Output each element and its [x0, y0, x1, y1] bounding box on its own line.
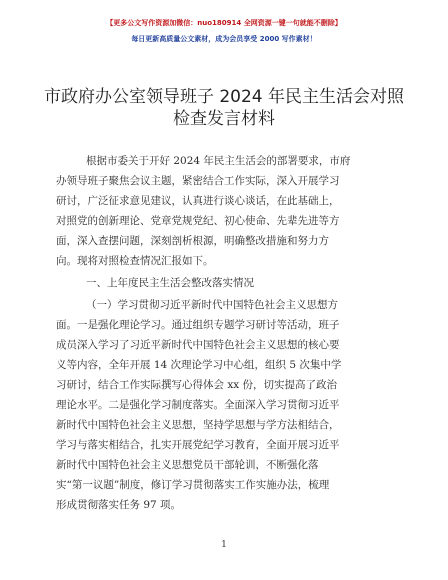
body-line: 学习与落实相结合，扎实开展党纪学习教育，全面开展习近平	[56, 439, 340, 451]
subsection-heading: （一）学习贯彻习近平新时代中国特色社会主义思想方	[86, 299, 338, 311]
document-title-line-2: 检查发言材料	[173, 109, 275, 129]
body-line: 面。一是强化理论学习。通过组织专题学习研讨等活动，班子	[56, 319, 340, 331]
body-line: 实“第一议题”制度，修订学习贯彻落实工作实施办法，梳理	[56, 479, 330, 491]
body-line: 对照党的创新理论、党章党规党纪、初心使命、先辈先进等方	[56, 215, 340, 227]
body-line: 习研讨，结合工作实际撰写心得体会 xx 份，切实提高了政治	[56, 379, 338, 391]
document-title-line-1: 市政府办公室领导班子 2024 年民主生活会对照	[43, 87, 405, 107]
body-line: 义等内容，全年开展 14 次理论学习中心组，组织 5 次集中学	[56, 359, 342, 371]
section-heading: 一、上年度民主生活会整改落实情况	[86, 277, 254, 289]
body-line: 研讨，广泛征求意见建议，认真进行谈心谈话，在此基础上，	[56, 195, 340, 207]
body-line: 根据市委关于开好 2024 年民主生活会的部署要求，市府	[86, 155, 351, 167]
body-line: 向。现将对照检查情况汇报如下。	[56, 255, 214, 267]
body-line: 理论水平。二是强化学习制度落实。全面深入学习贯彻习近平	[56, 399, 340, 411]
body-line: 成员深入学习了习近平新时代中国特色社会主义思想的核心要	[56, 339, 340, 351]
body-line: 办领导班子聚焦会议主题，紧密结合工作实际，深入开展学习	[56, 175, 340, 187]
promo-banner-line-2: 每日更新高质量公文素材，成为会员享受 2000 写作素材！	[131, 35, 317, 43]
body-line: 形成贯彻落实任务 97 项。	[56, 499, 182, 511]
body-line: 新时代中国特色社会主义思想党员干部轮训，不断强化落	[56, 459, 319, 471]
body-line: 新时代中国特色社会主义思想，坚持学思想与学方法相结合，	[56, 419, 340, 431]
promo-banner-line-1: 【更多公文写作资源加微信：nuo180914 全网资源一键一句就能不删除】	[106, 19, 342, 27]
page-number: 1	[221, 540, 227, 550]
body-line: 面，深入查摆问题，深刻剖析根源，明确整改措施和努力方	[56, 235, 329, 247]
